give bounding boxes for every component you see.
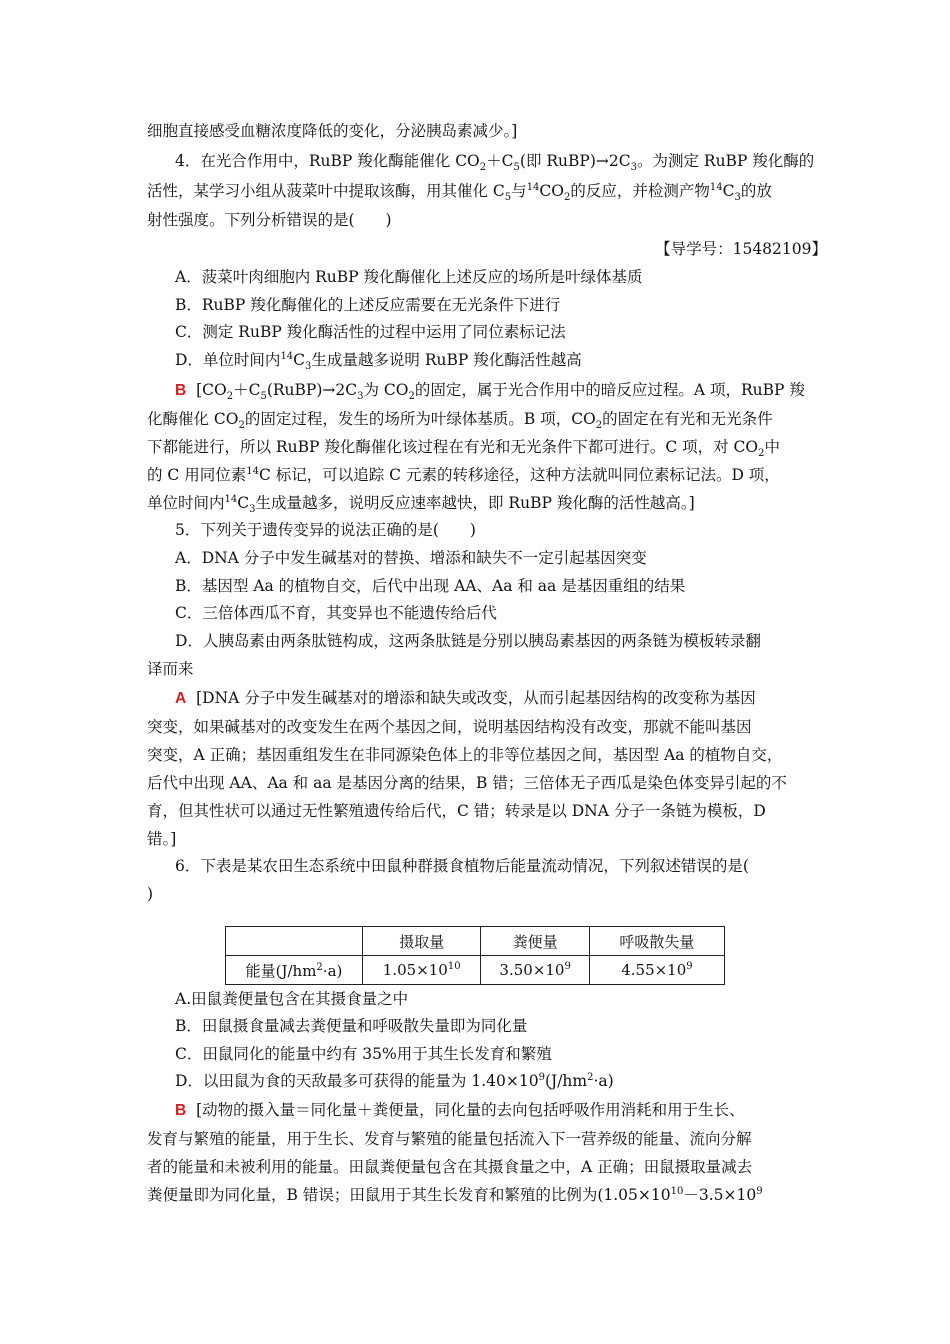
q4-option-c: C．测定 RuBP 羧化酶活性的过程中运用了同位素标记法: [175, 323, 566, 341]
q6-explanation-line-1: B [动物的摄入量＝同化量＋粪便量，同化量的去向包括呼吸作用消耗和用于生长、: [175, 1101, 745, 1119]
q4-explanation-line-3: 下都能进行，所以 RuBP 羧化酶催化该过程在有光和无光条件下都可进行。C 项，对 $CO_2$中: [147, 438, 781, 460]
q5-explanation-line-5: 育，但其性状可以通过无性繁殖遗传给后代，C 错；转录是以 DNA 分子一条链为模板，D: [147, 802, 766, 820]
q5-explanation-line-4: 后代中出现 AA、Aa 和 aa 是基因分离的结果，B 错；三倍体无子西瓜是染色体变异引起的不: [147, 774, 787, 792]
q6-option-b: B．田鼠摄食量减去粪便量和呼吸散失量即为同化量: [175, 1017, 528, 1035]
q4-option-b: B．RuBP 羧化酶催化的上述反应需要在无光条件下进行: [175, 296, 561, 314]
table-header-respiration: 呼吸散失量: [589, 927, 724, 956]
q5-explanation-line-6: 错。]: [147, 830, 177, 848]
q5-explanation-line-1: A [DNA 分子中发生碱基对的增添和缺失或改变，从而引起基因结构的改变称为基因: [175, 689, 756, 707]
q4-stem-line-3: 射性强度。下列分析错误的是( ): [147, 211, 392, 229]
q6-option-d: D．以田鼠为食的天敌最多可获得的能量为 $1.40\times 10^9(J/hm^2\cdot a)$: [175, 1071, 614, 1090]
table-row: [226, 956, 725, 985]
q4-explanation-line-4: 的 C 用同位素$^{14}$C 标记，可以追踪 C 元素的转移途径，这种方法就叫同位素标记法。D 项，: [147, 465, 780, 484]
table-cell-respiration: $4.55\times 10^9$: [589, 956, 724, 985]
previous-explanation-tail: 细胞直接感受血糖浓度降低的变化，分泌胰岛素减少。]: [147, 122, 518, 140]
q5-option-c: C．三倍体西瓜不育，其变异也不能遗传给后代: [175, 604, 497, 622]
q5-answer: A: [175, 690, 187, 707]
q6-option-a: A.田鼠粪便量包含在其摄食量之中: [175, 990, 409, 1008]
table-header-empty: [226, 927, 363, 956]
q4-explanation-line-1: B [$CO_2+C_5(RuBP)\to 2C_3$为 $CO_2$的固定，属于光合作用中的暗反应过程。A 项，RuBP 羧: [175, 381, 805, 403]
q6-stem-line-2: ): [147, 885, 154, 903]
table-row-label: 能量$(J/hm^2\cdot a)$: [226, 956, 363, 985]
q4-explanation-line-5: 单位时间内$^{14}C_3$生成量越多，说明反应速率越快，即 RuBP 羧化酶的活性越高。]: [147, 493, 695, 516]
table-cell-feces: $3.50\times 10^9$: [481, 956, 589, 985]
q5-option-a: A．DNA 分子中发生碱基对的替换、增添和缺失不一定引起基因突变: [175, 549, 647, 567]
q6-explanation-line-4: 粪便量即为同化量，B 错误；田鼠用于其生长发育和繁殖的比例为($1.05\times 10^{10}-3.5\times 10^9$: [147, 1185, 763, 1204]
q4-stem-line-2: 活性，某学习小组从菠菜叶中提取该酶，用其催化 $C_5$与$^{14}CO_2$的反应，并检测产物$^{14}C_3$的放: [147, 181, 772, 204]
q5-stem: 5．下列关于遗传变异的说法正确的是( ): [175, 521, 476, 539]
table-header-feces: 粪便量: [481, 927, 589, 956]
q6-explanation-line-2: 发育与繁殖的能量，用于生长、发育与繁殖的能量包括流入下一营养级的能量、流向分解: [147, 1130, 752, 1148]
table-header-row: [226, 927, 725, 956]
q4-option-a: A．菠菜叶肉细胞内 RuBP 羧化酶催化上述反应的场所是叶绿体基质: [175, 268, 643, 286]
q5-explanation-line-2: 突变，如果碱基对的改变发生在两个基因之间，说明基因结构没有改变，那就不能叫基因: [147, 718, 752, 736]
q5-option-b: B．基因型 Aa 的植物自交，后代中出现 AA、Aa 和 aa 是基因重组的结果: [175, 577, 686, 595]
q4-answer: B: [175, 382, 187, 399]
table-header-intake: 摄取量: [362, 927, 480, 956]
table-cell-intake: $1.05\times 10^{10}$: [362, 956, 480, 985]
q6-answer: B: [175, 1102, 187, 1119]
q4-option-d: D．单位时间内$^{14}C_3$生成量越多说明 RuBP 羧化酶活性越高: [175, 350, 582, 373]
q4-guide-number: 【导学号：15482109】: [655, 240, 827, 258]
q6-explanation-line-3: 者的能量和未被利用的能量。田鼠粪便量包含在其摄食量之中，A 正确；田鼠摄取量减去: [147, 1158, 753, 1176]
q4-explanation-line-2: 化酶催化 $CO_2$的固定过程，发生的场所为叶绿体基质。B 项，$CO_2$的固定在有光和无光条件: [147, 410, 773, 432]
q6-option-c: C．田鼠同化的能量中约有 35%用于其生长发育和繁殖: [175, 1045, 552, 1063]
q6-stem-line-1: 6．下表是某农田生态系统中田鼠种群摄食植物后能量流动情况，下列叙述错误的是(: [175, 857, 749, 875]
q4-stem-line-1: 4．在光合作用中，RuBP 羧化酶能催化 $CO_2+C_5$(即 $RuBP)\to 2C_3$。为测定 RuBP 羧化酶的: [175, 152, 815, 174]
q5-option-d-line-2: 译而来: [147, 660, 194, 678]
energy-flow-table: [225, 926, 725, 985]
q5-explanation-line-3: 突变，A 正确；基因重组发生在非同源染色体上的非等位基因之间，基因型 Aa 的植物自交，: [147, 746, 783, 764]
q5-option-d-line-1: D．人胰岛素由两条肽链构成，这两条肽链是分别以胰岛素基因的两条链为模板转录翻: [175, 632, 761, 650]
